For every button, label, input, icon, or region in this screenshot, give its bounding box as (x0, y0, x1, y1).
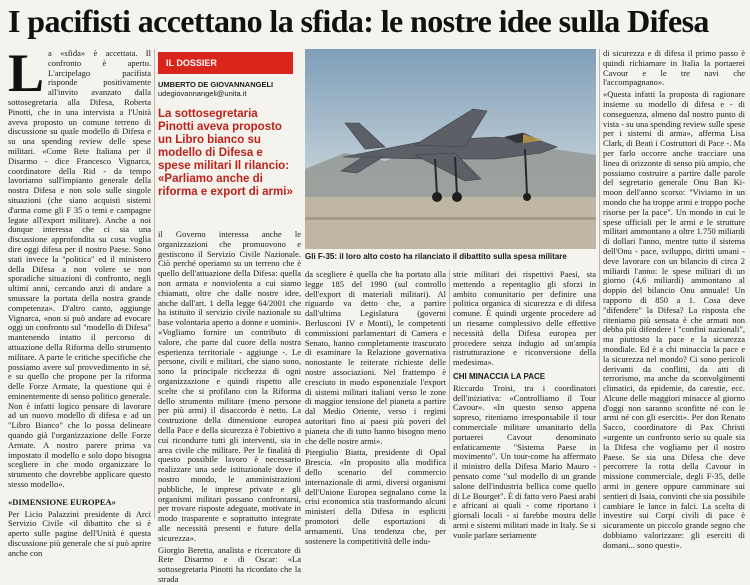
body-text: Piergiulio Biatta, presidente di Opal Brescia. «In proposito alla modifica dello scenario del commercio internazionale di armi, diversi organismi dell'Unione Europea segnalano come la crisi economica stia trasformando alcuni ministeri della Difesa in espliciti promotori delle esportazioni di armamenti. Una tendenza che, per sostenere la competitività delle indu- (305, 447, 446, 546)
column-divider (154, 49, 155, 519)
body-text: da scegliere è quella che ha portato alla legge 185 del 1990 (sul controllo dell'export di materiali militari). Al riguardo va detto che, a partire dall'ultima Legislatura (governi Berlusconi IV e Monti), le competenti commissioni parlamentari di Camera e Senato, hanno completamente trascurato di esaminare la Relazione governativa nonostante le reiterate richieste delle nostre associazioni. Nel frattempo è cresciuto in modo esponenziale l'export di sistemi militari italiani verso le zone di maggior tensione del pianeta a partire dal Medio Oriente, verso i regimi autoritari fino ai paesi più poveri del pianeta che di tutto hanno bisogno meno che delle nostre armi». (305, 269, 446, 446)
dossier-tag: IL DOSSIER (158, 52, 293, 74)
column-divider (599, 49, 600, 519)
body-text: Riccardo Troisi, tra i coordinatori dell'iniziativa: «Controlliamo il Tour Cavour». «In questo senso appena sopreso, riteniamo irresponsabile il tour commerciale militare umanitario della portaerei Cavour denominato enfaticamente "Sistema Paese in movimento". Un tour-come ha affermato il ministro della Difesa Mario Mauro - pensato come "sul modello di un grande salone dell'industria bellica come quello di Le Bourget". È di fatto vero Paesi arabi e africani ai quali - come riportano i giornali locali - si farebbe mostra delle armi e sistemi militari made in Italy. Se si vuole parlare seriamente (453, 382, 596, 540)
body-text: strie militari dei rispettivi Paesi, sta mettendo a repentaglio gli sforzi in ambito comunitario per definire una politica organica di sicurezza e di difesa comune. È quindi urgente procedere ad un riesame complessivo delle effettive necessità della Difesa europea per procedere senza indugio ad un'ampia ristrutturazione e riconversione della medesima». (453, 269, 596, 368)
body-text: il Governo interessa anche le organizzazioni che promuovono e gestiscono il Servizio Civile Nazionale. Ciò perché operiamo su un terreno che è quello dell'attuazione della Difesa: quella non armata e nonviolenta a cui siamo chiamati, oltre che dalle nostre idee, anche dall'art. 1 della legge 64/2001 che ha istituito il servizio civile nazionale su base volontaria aperto a donne e uomini». «Vogliamo fornire un contributo di valore, che parte dal cuore della nostra esperienza territoriale - aggiunge -. Le persone, civili e militari, che siano sono, sono la principale ricchezza di ogni organizzazione e quindi rispetto alle scelte che si profilano con la Riforma dello strumento militare (meno persone per più armi) il disaccordo è netto. La costruzione della dimensione europea della Pace e della sicurezza è l'obiettivo a cui ricondurre tutti gli interventi, sia in area civile che militare. Per le finalità di questo possibile lavoro è necessario realizzare una sede istituzionale dove il nostro mondo, le amministrazioni pubbliche, le imprese private e gli organismi militari possano confrontarsi, per trovare risposte adeguate, motivate in modo trasparente e soprattutto integrate alle necessità presenti e future della sicurezza». (158, 229, 301, 543)
author-email[interactable]: udegiovannangeli@unita.it (158, 89, 247, 98)
photo-caption: Gli F-35: il loro alto costo ha rilanciato il dibattito sulla spesa militare (305, 252, 567, 261)
author-name: UMBERTO DE GIOVANNANGELI (158, 80, 274, 89)
subheading: «DIMENSIONE EUROPEA» (8, 496, 116, 507)
byline (158, 80, 293, 98)
body-text: Per Licio Palazzini presidente di Arci Servizio Civile «il dibattito che si è aperto sulle pagine dell'Unità è questa discussione più generale che si può aprire anche con (8, 508, 151, 558)
article-column-2 (158, 229, 301, 584)
article-column-5 (603, 48, 745, 550)
article-column-1 (8, 43, 151, 558)
drop-cap: L (8, 43, 45, 103)
subheading: CHI MINACCIA LA PACE (453, 371, 546, 381)
article-column-4 (453, 269, 596, 540)
body-text: di sicurezza e di difesa il primo passo è quindi richiamare in Italia la portaerei Cavour e le tre navi che l'accompagnano». (603, 48, 745, 88)
body-text: Giorgio Beretta, analista e ricercatore di Rete Disarmo e di Oscar: «La sottosegretaria Pinotti ha ricordato che la strada (158, 544, 301, 584)
article-column-3 (305, 269, 446, 546)
body-text: a «sfida» è accettata. Il confronto è aperto. L'arcipelago pacifista risponde positivamente all'invito avanzato dalla sottosegretaria alla Difesa, Roberta Pinotti, che in una intervista a l'Unità aveva proposto un comune terreno di discussione su quale modello di Difesa e su una spending review delle spese militari. «Come Rete Italiana per il Disarmo - dice Francesco Vignarca, coordinatore della Rid - da tempo lavoriamo sull'impianto generale della nostra Difesa e non solo sulle singole situazioni (che siano acquisti sistemi d'arma come gli F 35 o temi e campagne legate all'export militare). Anche a noi dunque interessa che ci sia una discussione approfondita su cosa voglia dire oggi difesa per il nostro Paese. Sono stati invece la "politica" ed il ministero della Difesa a non volere se non sporadiche situazioni di confronto, negli ultimi anni, cercando anzi di andare a smussare la portata della nostra grande competenza». D'altro canto, aggiunge Vignarca, «non si può andare ad evocare oggi un confronto sul "modello di Difesa" mantenendo intatto il percorso di attuazione della Riforma dello strumento militare. A parte le critiche specifiche che possiamo avere sul provvedimento in sé, e su quello che propone per la riforma delle Forze Armate, la questione qui è eminentemente di senso politico generale. Non è infatti logico pensare di lavorare ad un nuovo modello di difesa e ad un "Libro Bianco" che lo possa delineare quando già l'organizzazione delle Forze Armate. A nostro parere prima va impostato il modello e solo dopo bisogna scegliere in che modo organizzare lo strumento che dovrebbe applicare questo stesso modello». (8, 48, 151, 490)
headline: I pacifisti accettano la sfida: le nostre idee sulla Difesa (8, 3, 709, 39)
column-divider (449, 270, 450, 519)
kicker: La sottosegretaria Pinotti aveva proposto un Libro bianco su modello di Difesa e spese militari Il rilancio: «Parliamo anche di riforma e export di armi» (158, 108, 293, 198)
f35-photo (305, 49, 596, 249)
body-text: «Questa infatti la proposta di ragionare insieme su modello di difesa e - di conseguenza, almeno dal nostro punto di vista - su una spending review sulle spese per i sistemi di arma», afferma Lisa Clark, di Beati i Costruttori di Pace -. Ma per farlo occorre anche tracciare una linea di orizzonte di senso più ampio, che possiamo costruire a partire dalle parole del segretario generale Onu Ban Ki-moon dell'anno scorso: "Viviamo in un mondo che ha troppe armi e troppo poche risorse per la pace". Un mondo in cui le spese ufficiali per le armi e le strutture militari ammontano a oltre 1.750 miliardi di dollari l'anno, mentre tutto il sistema dell'Onu - pace, sviluppo, diritti umani - deve lavorare con un bilancio di circa 2 miliardi l'anno: le spese militari di un giorno (4,6 miliardi) ammontano al doppio del bilancio Onu annuale! Un rapporto di 850 a 1. Cosa deve "difendere" la Difesa? La risposta che riteniamo più sensata è che armati non debba più difendere i "confini nazionali", ma piuttosto la pace e la sicurezza mondiale. Ed è a chi minaccia la pace e la sicurezza nel mondo? Ci sono pericoli derivanti da conflitti, da atti di terrorismo, ma anche da sconvolgimenti climatici, da epidemie, da carestie, ecc. Alcune delle maggiori minacce al giorno d'oggi non saranno sconfitte né con le armi né con gli eserciti». Per don Renato Sacco, coordinatore di Pax Christi «urgente un confronto serio su quale sia la Difesa che vogliamo per il nostro Paese. Se sia una Difesa che deve percorrere la rotta della Cavour in missione commerciale, degli F-35, delle armi in genere oppure camminare sui sentieri di Isaia, convinti che sia possibile cambiare le lance in falci. La scelta di investire sui Corpi civili di pace è sicuramente un piccolo grande segno che dobbiamo valorizzare: gli eserciti di domani... sono questi». (603, 89, 745, 550)
